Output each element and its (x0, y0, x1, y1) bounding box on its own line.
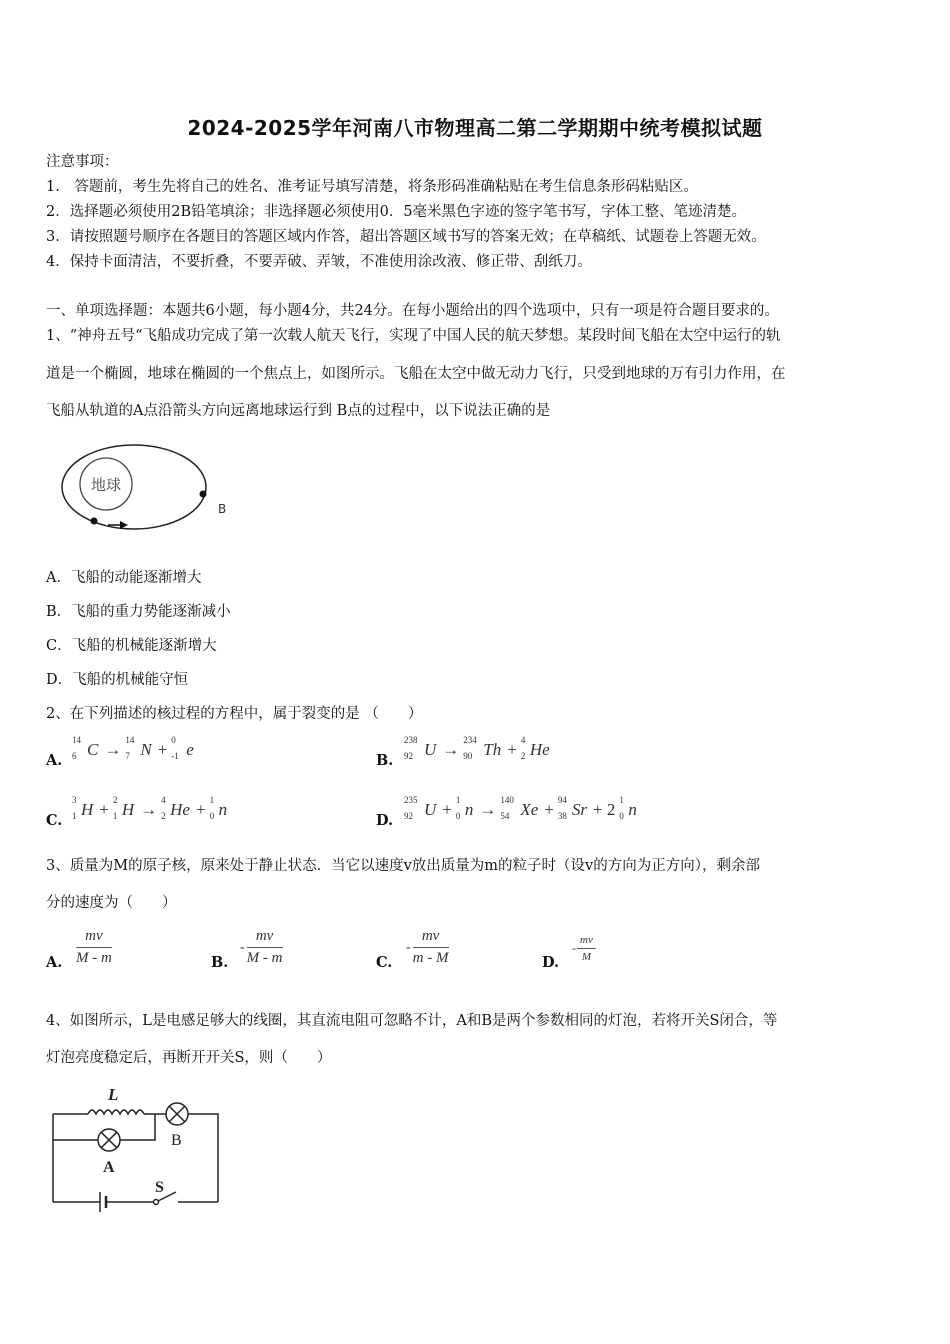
q3-option-b: - $\frac{mv}{M - m}$ (240, 928, 283, 966)
q3-stem: 3、质量为M的原子核，原来处于静止状态．当它以速度v放出质量为m的粒子时（设v的方向为正方向），剩余部 (46, 858, 760, 874)
q1-option-a: A．飞船的动能逐渐增大 (46, 570, 202, 586)
q1-stem: 道是一个椭圆，地球在椭圆的一个焦点上，如图所示。飞船在太空中做无动力飞行，只受到地球的万有引力作用，在 (46, 366, 786, 382)
q3-option-c: - $\frac{mv}{m - M}$ (406, 928, 449, 966)
q3-label-d: D. (542, 954, 560, 971)
q2-equation-a: 14 6 C → 14 7 N + 0 -1 e (72, 735, 194, 761)
notice-item: 1. 答题前，考生先将自己的姓名、准考证号填写清楚，将条形码准确粘贴在考生信息条形码粘贴区。 (46, 179, 698, 195)
q2-equation-d: 235 92 U + 1 0 n → 140 54 Xe + 94 38 Sr + 2 1 0 n (404, 795, 637, 821)
point-a-dot (91, 518, 98, 525)
earth-label: 地球 (90, 476, 122, 494)
q1-option-d: D．飞船的机械能守恒 (46, 672, 189, 688)
q3-option-a: $\frac{mv}{M - m}$ (76, 928, 112, 966)
q3-label-b: B. (211, 954, 229, 971)
q2-label-a: A. (46, 752, 63, 769)
switch-label: S (155, 1179, 164, 1196)
page-title: 2024-2025学年河南八市物理高二第二学期期中统考模拟试题 (187, 116, 763, 140)
q4-stem: 4、如图所示，L是电感足够大的线圈，其直流电阻可忽略不计，A和B是两个参数相同的灯泡，若将开关S闭合，等 (46, 1013, 778, 1029)
direction-arrow-icon (120, 521, 128, 529)
q2-equation-c: 3 1 H + 2 1 H → 4 2 He + 1 0 n (72, 795, 228, 821)
notice-item: 4．保持卡面清洁，不要折叠，不要弄破、弄皱，不准使用涂改液、修正带、刮纸刀。 (46, 254, 592, 270)
q3-label-c: C. (376, 954, 393, 971)
lamp-a-label: A (103, 1159, 115, 1176)
point-b-label: B (218, 502, 227, 516)
section-heading: 一、单项选择题：本题共6小题，每小题4分，共24分。在每小题给出的四个选项中，只有一项是符合题目要求的。 (46, 303, 779, 319)
lamp-b-label: B (171, 1132, 182, 1149)
orbit-diagram (50, 437, 250, 541)
notice-heading: 注意事项： (46, 154, 119, 170)
q2-label-b: B. (376, 752, 394, 769)
notice-item: 3．请按照题号顺序在各题目的答题区域内作答，超出答题区域书写的答案无效；在草稿纸、试题卷上答题无效。 (46, 229, 766, 245)
q1-option-b: B．飞船的重力势能逐渐减小 (46, 604, 231, 620)
q1-stem: 1、“神舟五号“飞船成功完成了第一次载人航天飞行，实现了中国人民的航天梦想。某段时间飞船在太空中运行的轨 (46, 328, 781, 344)
q2-label-c: C. (46, 812, 63, 829)
q3-label-a: A. (46, 954, 63, 971)
q2-stem: 2、在下列描述的核过程的方程中，属于裂变的是 （ ） (46, 706, 423, 722)
notice-item: 2．选择题必须使用2B铅笔填涂；非选择题必须使用0．5毫米黑色字迹的签字笔书写，字体工整、笔迹清楚。 (46, 204, 747, 220)
q1-option-c: C．飞船的机械能逐渐增大 (46, 638, 217, 654)
switch-contact (154, 1200, 159, 1205)
inductor-coil (88, 1110, 144, 1114)
orbit-ellipse (62, 445, 206, 529)
q3-option-d: - $\frac{mv}{M}$ (572, 934, 596, 963)
q2-equation-b: 238 92 U → 234 90 Th + 4 2 He (404, 735, 550, 761)
q4-stem: 灯泡亮度稳定后，再断开开关S，则（ ） (46, 1050, 332, 1066)
circuit-diagram (48, 1082, 228, 1212)
q3-stem: 分的速度为（ ） (46, 895, 177, 911)
q1-stem: 飞船从轨道的A点沿箭头方向远离地球运行到 B点的过程中，以下说法正确的是 (46, 403, 551, 419)
q2-label-d: D. (376, 812, 394, 829)
inductor-label: L (108, 1085, 119, 1104)
point-b-dot (200, 491, 207, 498)
